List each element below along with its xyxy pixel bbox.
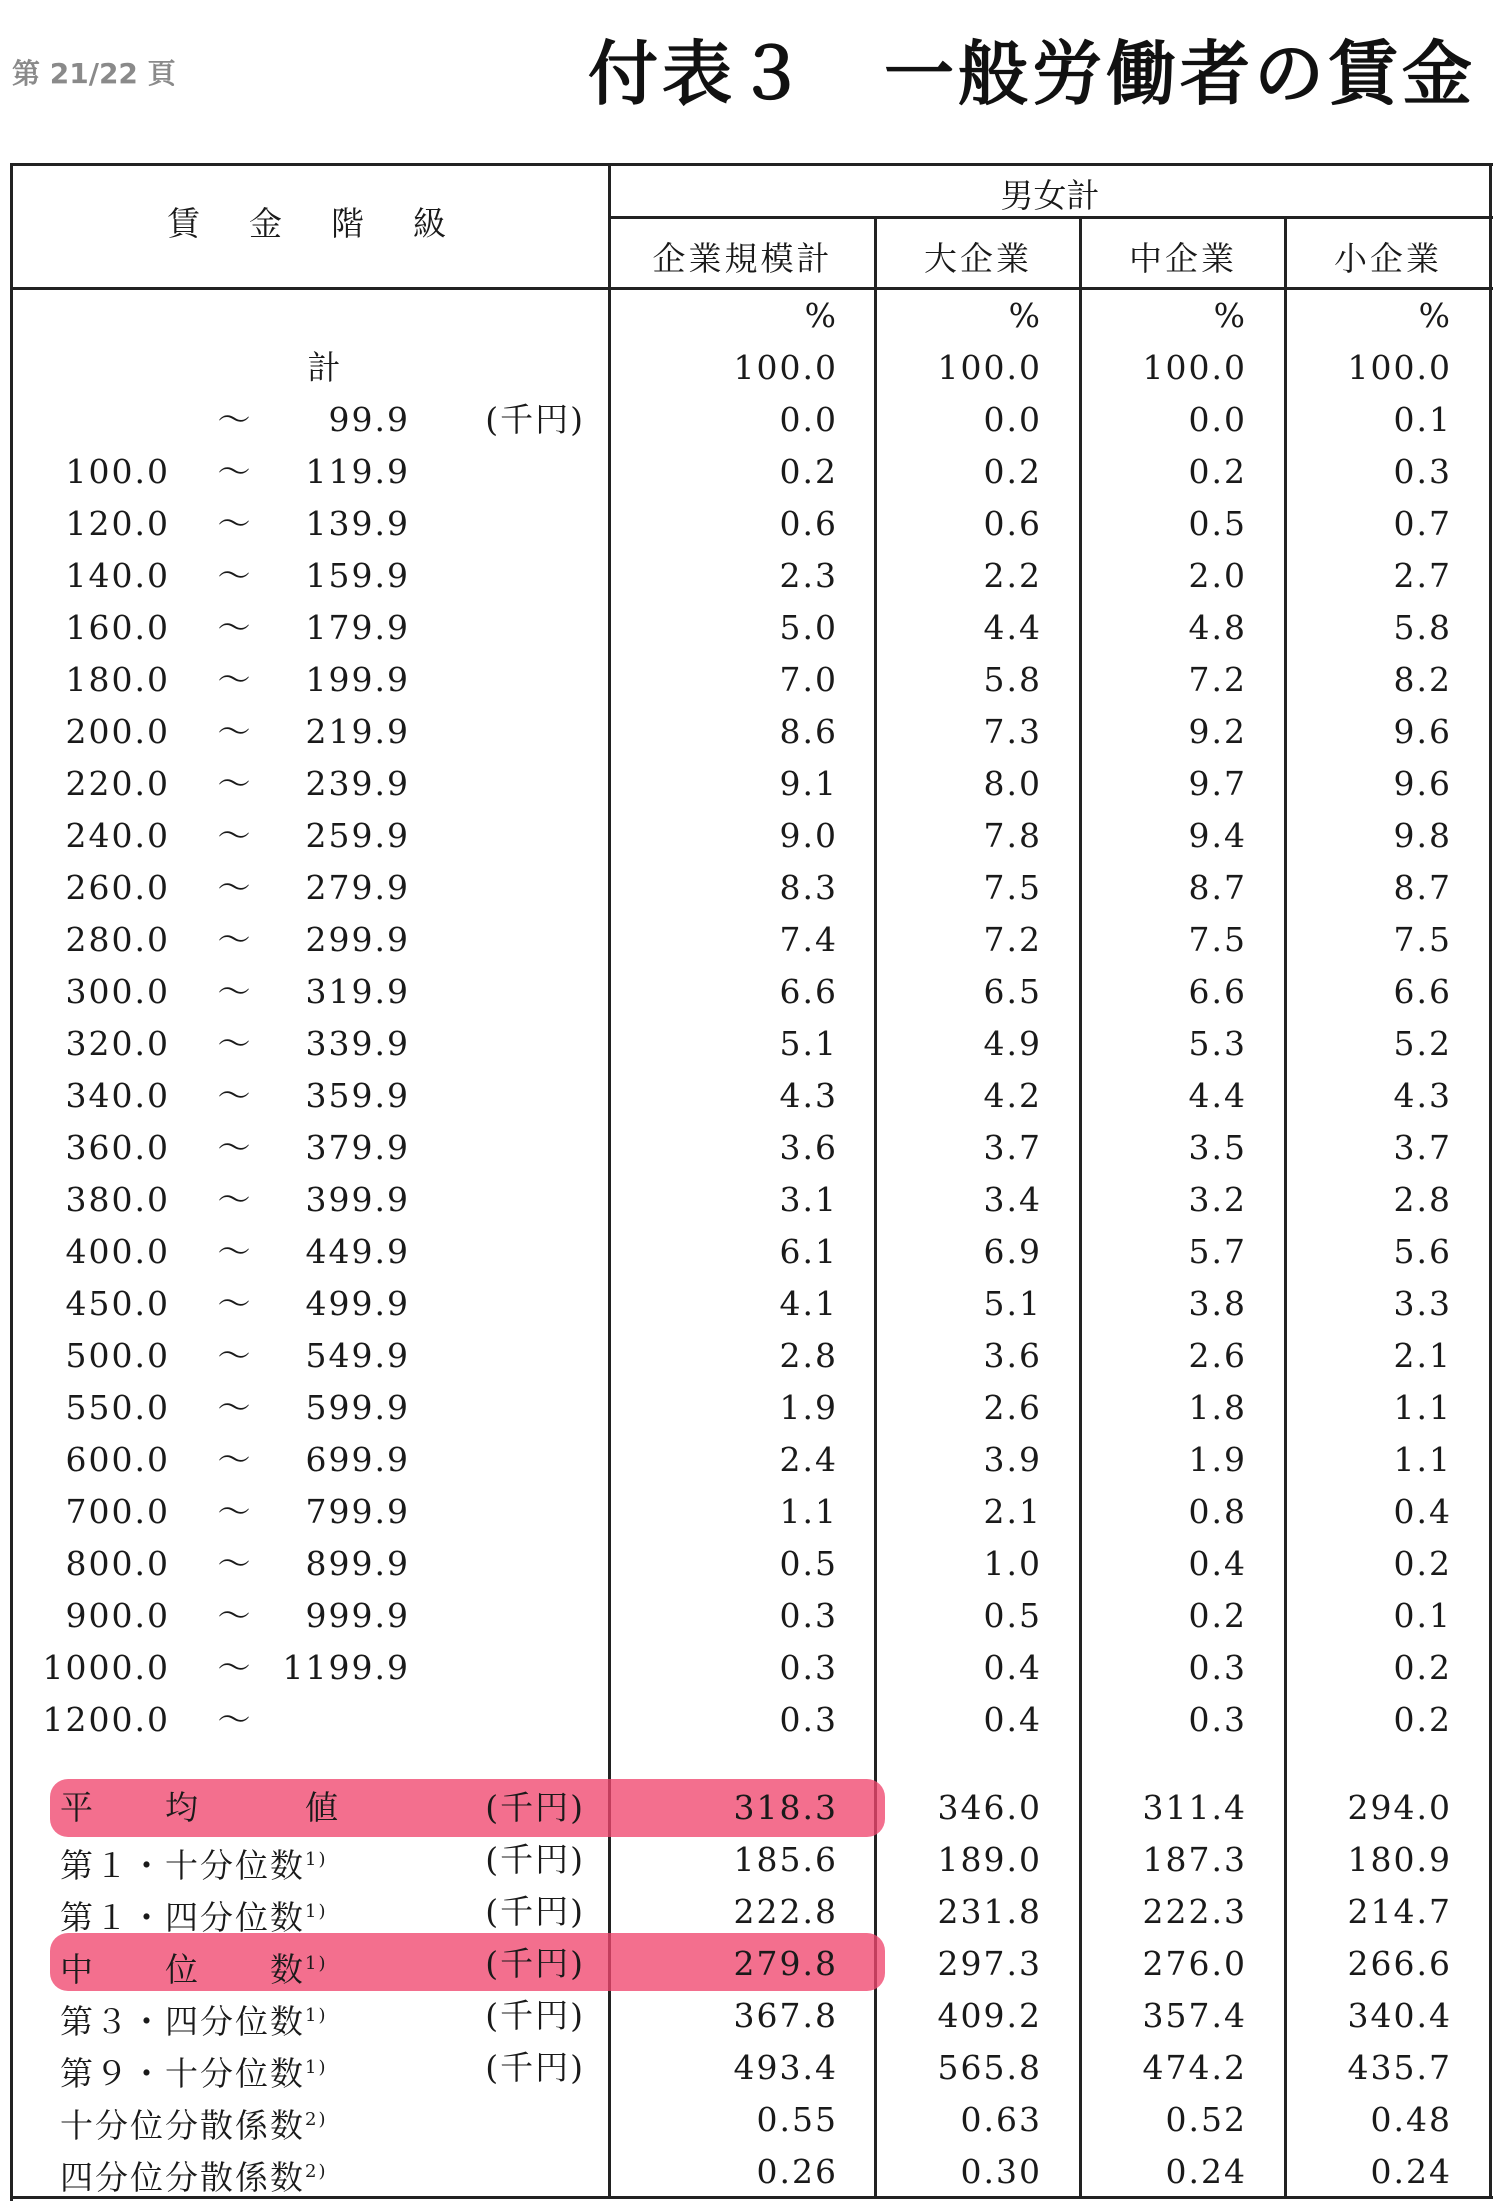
table-cell: 2.8 — [1393, 1180, 1452, 1219]
bracket-from: 200.0 — [65, 712, 170, 751]
table-cell: 8.7 — [1393, 868, 1452, 907]
table-row — [0, 810, 1493, 862]
table-cell: 7.4 — [779, 920, 838, 959]
bracket-tilde: ～ — [217, 920, 253, 959]
bracket-to: 99.9 — [328, 400, 410, 439]
header-group-label: 男女計 — [1000, 176, 1100, 215]
table-cell: 4.9 — [983, 1024, 1042, 1063]
column-header-total: 企業規模計 — [652, 239, 833, 278]
table-cell: 0.6 — [779, 504, 838, 543]
bracket-to: 599.9 — [305, 1388, 410, 1427]
stat-label: 第１・十分位数$^{1)}$ — [60, 1846, 328, 1885]
bracket-to: 219.9 — [305, 712, 410, 751]
table-cell: 187.3 — [1142, 1840, 1247, 1879]
unit-label: (千円) — [485, 1892, 585, 1931]
table-row — [0, 394, 1493, 446]
table-cell: 7.2 — [1188, 660, 1247, 699]
table-cell: 222.8 — [733, 1892, 838, 1931]
table-cell: 3.2 — [1188, 1180, 1247, 1219]
bracket-from: 320.0 — [65, 1024, 170, 1063]
header-row-label: 賃 金 階 級 — [167, 204, 454, 243]
table-row — [0, 654, 1493, 706]
table-cell: 8.3 — [779, 868, 838, 907]
table-cell: 0.0 — [983, 400, 1042, 439]
footnote-marker: 1) — [305, 2057, 328, 2078]
bracket-from: 160.0 — [65, 608, 170, 647]
table-cell: 3.7 — [1393, 1128, 1452, 1167]
bracket-from: 260.0 — [65, 868, 170, 907]
table-cell: 0.2 — [1393, 1700, 1452, 1739]
table-cell: 346.0 — [937, 1788, 1042, 1827]
table-cell: 0.6 — [983, 504, 1042, 543]
table-cell: 0.4 — [983, 1700, 1042, 1739]
table-row — [0, 550, 1493, 602]
table-cell: 0.48 — [1370, 2100, 1452, 2139]
bracket-tilde: ～ — [217, 1544, 253, 1583]
bracket-tilde: ～ — [217, 556, 253, 595]
stat-label: 四分位分散係数$^{2)}$ — [60, 2158, 328, 2197]
table-cell: 3.4 — [983, 1180, 1042, 1219]
table-cell: 4.2 — [983, 1076, 1042, 1115]
table-cell: 9.1 — [779, 764, 838, 803]
table-cell: 0.3 — [779, 1700, 838, 1739]
bracket-from: 100.0 — [65, 452, 170, 491]
bracket-tilde: ～ — [217, 868, 253, 907]
table-cell: 3.3 — [1393, 1284, 1452, 1323]
unit-label: (千円) — [485, 1788, 585, 1827]
footnote-marker: 2) — [305, 2109, 328, 2130]
column-header-medium: 中企業 — [1129, 239, 1237, 278]
table-cell: 0.24 — [1165, 2152, 1247, 2191]
table-cell: 0.2 — [1188, 1596, 1247, 1635]
bracket-to: 899.9 — [305, 1544, 410, 1583]
table-row — [0, 1486, 1493, 1538]
table-cell: 0.5 — [1188, 504, 1247, 543]
table-cell: 311.4 — [1142, 1788, 1247, 1827]
bracket-tilde: ～ — [217, 972, 253, 1011]
table-row — [0, 1642, 1493, 1694]
table-cell: 0.55 — [756, 2100, 838, 2139]
page-title: 付表３ 一般労働者の賃金 — [588, 33, 1476, 115]
table-cell: 9.2 — [1188, 712, 1247, 751]
unit-label: (千円) — [485, 1944, 585, 1983]
table-cell: 5.3 — [1188, 1024, 1247, 1063]
table-row — [0, 446, 1493, 498]
table-row — [0, 1070, 1493, 1122]
table-cell: 6.6 — [1188, 972, 1247, 1011]
table-cell: 1.9 — [779, 1388, 838, 1427]
stat-row — [0, 1886, 1493, 1938]
bracket-from: 400.0 — [65, 1232, 170, 1271]
page-indicator: 第 21/22 頁 — [12, 57, 176, 90]
bracket-tilde: ～ — [217, 660, 253, 699]
table-cell: 4.8 — [1188, 608, 1247, 647]
table-cell: 9.4 — [1188, 816, 1247, 855]
bracket-from: 600.0 — [65, 1440, 170, 1479]
stat-label: 中 位 数$^{1)}$ — [60, 1950, 328, 1989]
bracket-from: 450.0 — [65, 1284, 170, 1323]
bracket-from: 800.0 — [65, 1544, 170, 1583]
table-cell: 7.0 — [779, 660, 838, 699]
table-cell: 0.26 — [756, 2152, 838, 2191]
bracket-to: 379.9 — [305, 1128, 410, 1167]
column-header-small: 小企業 — [1334, 239, 1442, 278]
table-cell: 6.6 — [779, 972, 838, 1011]
stat-row — [0, 1990, 1493, 2042]
table-cell: 0.4 — [983, 1648, 1042, 1687]
table-cell: 435.7 — [1347, 2048, 1452, 2087]
bracket-to: 359.9 — [305, 1076, 410, 1115]
table-top-border — [10, 163, 1493, 166]
bracket-to: 319.9 — [305, 972, 410, 1011]
table-cell: 180.9 — [1347, 1840, 1452, 1879]
table-cell: % — [804, 296, 838, 335]
table-cell: 0.30 — [960, 2152, 1042, 2191]
table-cell: 8.2 — [1393, 660, 1452, 699]
table-cell: 294.0 — [1347, 1788, 1452, 1827]
bracket-to: 549.9 — [305, 1336, 410, 1375]
bracket-to: 799.9 — [305, 1492, 410, 1531]
table-cell: 0.3 — [1188, 1700, 1247, 1739]
bracket-from: 380.0 — [65, 1180, 170, 1219]
table-cell: 0.0 — [1188, 400, 1247, 439]
column-header-large: 大企業 — [924, 239, 1032, 278]
bracket-tilde: ～ — [217, 1336, 253, 1375]
bracket-to: 499.9 — [305, 1284, 410, 1323]
bracket-from: 360.0 — [65, 1128, 170, 1167]
footnote-marker: 1) — [305, 2005, 328, 2026]
table-cell: 1.9 — [1188, 1440, 1247, 1479]
bracket-from: 700.0 — [65, 1492, 170, 1531]
table-cell: 0.3 — [779, 1596, 838, 1635]
table-cell: 0.2 — [779, 452, 838, 491]
table-cell: 2.2 — [983, 556, 1042, 595]
table-cell: 5.2 — [1393, 1024, 1452, 1063]
table-cell: 0.3 — [1188, 1648, 1247, 1687]
footnote-marker: 1) — [305, 1953, 328, 1974]
bracket-to: 299.9 — [305, 920, 410, 959]
table-cell: 5.1 — [983, 1284, 1042, 1323]
bracket-tilde: ～ — [217, 400, 253, 439]
table-row — [0, 966, 1493, 1018]
table-row — [0, 498, 1493, 550]
table-cell: 0.2 — [1393, 1648, 1452, 1687]
table-cell: 3.7 — [983, 1128, 1042, 1167]
table-cell: 9.6 — [1393, 764, 1452, 803]
table-cell: 0.24 — [1370, 2152, 1452, 2191]
stat-label: 平 均 値 — [60, 1788, 340, 1827]
table-row — [0, 1330, 1493, 1382]
table-row — [0, 1226, 1493, 1278]
bracket-tilde: ～ — [217, 712, 253, 751]
bracket-tilde: ～ — [217, 1388, 253, 1427]
bracket-from: 120.0 — [65, 504, 170, 543]
table-cell: 493.4 — [733, 2048, 838, 2087]
table-cell: 2.6 — [983, 1388, 1042, 1427]
table-row — [0, 602, 1493, 654]
table-cell: 0.0 — [779, 400, 838, 439]
stat-row — [0, 1782, 1493, 1834]
bracket-to: 279.9 — [305, 868, 410, 907]
bracket-to: 139.9 — [305, 504, 410, 543]
table-cell: 340.4 — [1347, 1996, 1452, 2035]
table-cell: 565.8 — [937, 2048, 1042, 2087]
table-cell: 0.2 — [1188, 452, 1247, 491]
table-cell: 3.8 — [1188, 1284, 1247, 1323]
bracket-tilde: ～ — [217, 1648, 253, 1687]
bracket-to: 159.9 — [305, 556, 410, 595]
table-cell: 1.1 — [1393, 1388, 1452, 1427]
row-label: 計 — [307, 348, 343, 387]
table-cell: 0.4 — [1393, 1492, 1452, 1531]
bracket-tilde: ～ — [217, 1700, 253, 1739]
table-cell: 0.1 — [1393, 400, 1452, 439]
bracket-tilde: ～ — [217, 1076, 253, 1115]
table-cell: 0.1 — [1393, 1596, 1452, 1635]
bracket-to: 259.9 — [305, 816, 410, 855]
table-cell: 4.3 — [1393, 1076, 1452, 1115]
bracket-tilde: ～ — [217, 608, 253, 647]
bracket-tilde: ～ — [217, 452, 253, 491]
stat-row — [0, 2146, 1493, 2198]
table-cell: % — [1008, 296, 1042, 335]
bracket-to: 339.9 — [305, 1024, 410, 1063]
table-cell: 1.8 — [1188, 1388, 1247, 1427]
unit-label: (千円) — [485, 1996, 585, 2035]
bracket-tilde: ～ — [217, 764, 253, 803]
table-cell: 0.52 — [1165, 2100, 1247, 2139]
bracket-tilde: ～ — [217, 1128, 253, 1167]
table-row — [0, 862, 1493, 914]
stat-label: 第９・十分位数$^{1)}$ — [60, 2054, 328, 2093]
bracket-tilde: ～ — [217, 1180, 253, 1219]
table-row — [0, 1694, 1493, 1746]
table-row — [0, 1590, 1493, 1642]
table-cell: 0.8 — [1188, 1492, 1247, 1531]
table-cell: 4.4 — [983, 608, 1042, 647]
footnote-marker: 2) — [305, 2161, 328, 2182]
bracket-from: 1000.0 — [42, 1648, 170, 1687]
bracket-to: 399.9 — [305, 1180, 410, 1219]
table-cell: 276.0 — [1142, 1944, 1247, 1983]
table-cell: 9.6 — [1393, 712, 1452, 751]
bracket-to: 199.9 — [305, 660, 410, 699]
bracket-from: 280.0 — [65, 920, 170, 959]
stat-row — [0, 2094, 1493, 2146]
table-cell: 2.3 — [779, 556, 838, 595]
table-cell: 9.7 — [1188, 764, 1247, 803]
stat-row — [0, 1834, 1493, 1886]
table-cell: 222.3 — [1142, 1892, 1247, 1931]
bracket-to: 1199.9 — [282, 1648, 410, 1687]
table-cell: 279.8 — [733, 1944, 838, 1983]
bracket-to: 179.9 — [305, 608, 410, 647]
table-cell: 0.63 — [960, 2100, 1042, 2139]
table-cell: 0.5 — [779, 1544, 838, 1583]
bracket-to: 239.9 — [305, 764, 410, 803]
table-cell: 3.9 — [983, 1440, 1042, 1479]
table-cell: 5.1 — [779, 1024, 838, 1063]
bracket-tilde: ～ — [217, 816, 253, 855]
table-cell: 2.4 — [779, 1440, 838, 1479]
table-cell: 0.3 — [1393, 452, 1452, 491]
table-row — [0, 1018, 1493, 1070]
bracket-from: 340.0 — [65, 1076, 170, 1115]
bracket-tilde: ～ — [217, 1492, 253, 1531]
table-cell: 6.6 — [1393, 972, 1452, 1011]
table-cell: 3.6 — [983, 1336, 1042, 1375]
table-cell: 7.3 — [983, 712, 1042, 751]
bracket-tilde: ～ — [217, 1232, 253, 1271]
bracket-from: 900.0 — [65, 1596, 170, 1635]
table-cell: 7.8 — [983, 816, 1042, 855]
table-cell: 9.0 — [779, 816, 838, 855]
table-cell: 100.0 — [1142, 348, 1247, 387]
table-cell: 1.0 — [983, 1544, 1042, 1583]
bracket-from: 1200.0 — [42, 1700, 170, 1739]
bracket-from: 140.0 — [65, 556, 170, 595]
table-cell: 5.6 — [1393, 1232, 1452, 1271]
table-cell: 357.4 — [1142, 1996, 1247, 2035]
stat-row — [0, 2042, 1493, 2094]
table-cell: 8.7 — [1188, 868, 1247, 907]
table-cell: 2.8 — [779, 1336, 838, 1375]
table-cell: 0.7 — [1393, 504, 1452, 543]
table-cell: 3.5 — [1188, 1128, 1247, 1167]
stat-row — [0, 1938, 1493, 1990]
table-cell: 318.3 — [733, 1788, 838, 1827]
stat-label: 第１・四分位数$^{1)}$ — [60, 1898, 328, 1937]
table-cell: 100.0 — [733, 348, 838, 387]
table-cell: 231.8 — [937, 1892, 1042, 1931]
table-cell: 5.0 — [779, 608, 838, 647]
table-cell: 367.8 — [733, 1996, 838, 2035]
table-cell: 7.5 — [983, 868, 1042, 907]
footnote-marker: 1) — [305, 1901, 328, 1922]
table-cell: 2.7 — [1393, 556, 1452, 595]
table-cell: 214.7 — [1347, 1892, 1452, 1931]
table-cell: 100.0 — [937, 348, 1042, 387]
table-row — [0, 1538, 1493, 1590]
table-cell: 189.0 — [937, 1840, 1042, 1879]
bracket-from: 240.0 — [65, 816, 170, 855]
bracket-to: 449.9 — [305, 1232, 410, 1271]
table-cell: 3.1 — [779, 1180, 838, 1219]
table-cell: 1.1 — [779, 1492, 838, 1531]
table-row — [0, 1278, 1493, 1330]
total-row — [0, 342, 1493, 394]
stat-label: 十分位分散係数$^{2)}$ — [60, 2106, 328, 2145]
unit-row — [0, 290, 1493, 342]
table-row — [0, 706, 1493, 758]
table-cell: 7.2 — [983, 920, 1042, 959]
bracket-tilde: ～ — [217, 1440, 253, 1479]
table-cell: 6.9 — [983, 1232, 1042, 1271]
table-cell: 0.5 — [983, 1596, 1042, 1635]
table-cell: 474.2 — [1142, 2048, 1247, 2087]
table-row — [0, 1174, 1493, 1226]
table-cell: 4.4 — [1188, 1076, 1247, 1115]
table-cell: 2.1 — [983, 1492, 1042, 1531]
table-cell: 0.2 — [1393, 1544, 1452, 1583]
table-cell: 7.5 — [1393, 920, 1452, 959]
bracket-from: 550.0 — [65, 1388, 170, 1427]
table-cell: 266.6 — [1347, 1944, 1452, 1983]
table-row — [0, 758, 1493, 810]
table-cell: 6.5 — [983, 972, 1042, 1011]
table-cell: % — [1213, 296, 1247, 335]
bracket-to: 119.9 — [305, 452, 410, 491]
table-cell: % — [1418, 296, 1452, 335]
bracket-from: 220.0 — [65, 764, 170, 803]
table-cell: 2.0 — [1188, 556, 1247, 595]
table-cell: 6.1 — [779, 1232, 838, 1271]
table-cell: 8.0 — [983, 764, 1042, 803]
bracket-tilde: ～ — [217, 1284, 253, 1323]
table-cell: 3.6 — [779, 1128, 838, 1167]
table-cell: 0.2 — [983, 452, 1042, 491]
bracket-to: 999.9 — [305, 1596, 410, 1635]
bracket-to: 699.9 — [305, 1440, 410, 1479]
table-cell: 0.3 — [779, 1648, 838, 1687]
table-cell: 7.5 — [1188, 920, 1247, 959]
table-cell: 5.8 — [1393, 608, 1452, 647]
table-cell: 185.6 — [733, 1840, 838, 1879]
bracket-from: 180.0 — [65, 660, 170, 699]
table-row — [0, 1382, 1493, 1434]
unit-label: (千円) — [485, 2048, 585, 2087]
footnote-marker: 1) — [305, 1849, 328, 1870]
bracket-tilde: ～ — [217, 1596, 253, 1635]
table-cell: 5.7 — [1188, 1232, 1247, 1271]
bracket-from: 300.0 — [65, 972, 170, 1011]
table-row — [0, 1434, 1493, 1486]
table-row — [0, 914, 1493, 966]
unit-label: (千円) — [485, 1840, 585, 1879]
table-cell: 8.6 — [779, 712, 838, 751]
table-cell: 409.2 — [937, 1996, 1042, 2035]
table-cell: 297.3 — [937, 1944, 1042, 1983]
table-cell: 4.1 — [779, 1284, 838, 1323]
table-cell: 4.3 — [779, 1076, 838, 1115]
table-cell: 2.1 — [1393, 1336, 1452, 1375]
stat-label: 第３・四分位数$^{1)}$ — [60, 2002, 328, 2041]
table-cell: 5.8 — [983, 660, 1042, 699]
table-row — [0, 1122, 1493, 1174]
unit-label: (千円) — [485, 400, 585, 439]
bracket-tilde: ～ — [217, 1024, 253, 1063]
table-cell: 0.4 — [1188, 1544, 1247, 1583]
table-cell: 9.8 — [1393, 816, 1452, 855]
table-cell: 2.6 — [1188, 1336, 1247, 1375]
bracket-tilde: ～ — [217, 504, 253, 543]
bracket-from: 500.0 — [65, 1336, 170, 1375]
table-cell: 1.1 — [1393, 1440, 1452, 1479]
table-cell: 100.0 — [1347, 348, 1452, 387]
